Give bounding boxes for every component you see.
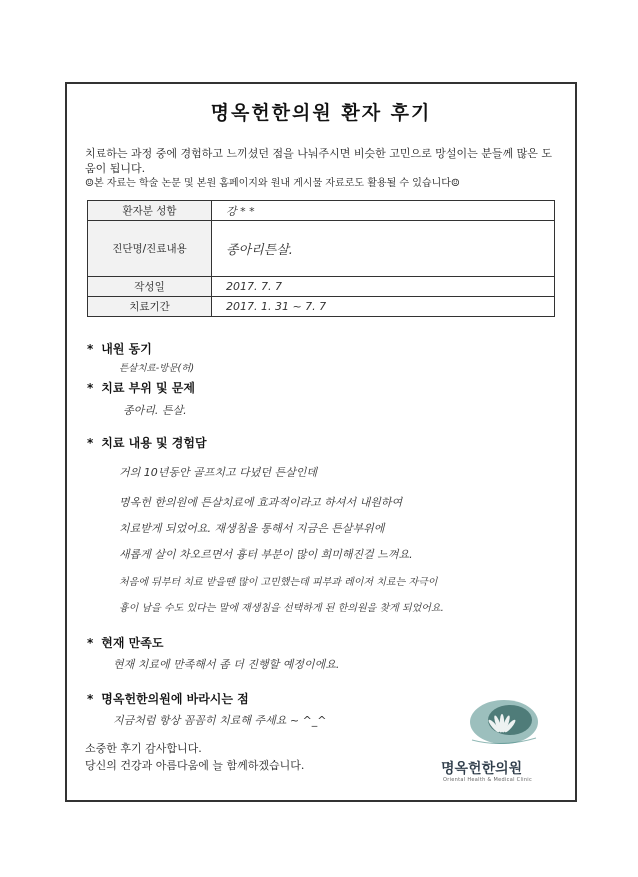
star-bullet-icon: * [87, 342, 94, 356]
date-value: 2017. 7. 7 [212, 277, 555, 297]
intro-text: 치료하는 과정 중에 경험하고 느끼셨던 점을 나눠주시면 비슷한 고민으로 망설이는 분들께 많은 도움이 됩니다. [85, 147, 552, 175]
area-answer: 종아리. 튼살. [123, 404, 187, 417]
experience-line: 처음에 뒤부터 치료 받을땐 많이 고민했는데 피부과 레이저 치료는 자극이 [119, 577, 438, 588]
closing-message [85, 740, 304, 774]
closing-line: 당신의 건강과 아름다움에 늘 함께하겠습니다. [85, 759, 305, 772]
form-title: 명옥헌한의원 환자 후기 [210, 102, 432, 124]
diagnosis-label: 진단명/진료내용 [88, 221, 212, 277]
section-wishes-heading: * 명옥헌한의원에 바라시는 점 [87, 692, 249, 706]
clinic-logo-subtitle: Oriental Health & Medical Clinic [443, 777, 533, 783]
experience-line: 흉이 남을 수도 있다는 말에 재생침을 선택하게 된 한의원을 찾게 되었어요. [119, 603, 444, 614]
star-bullet-icon: * [87, 381, 94, 395]
table-row [88, 221, 555, 277]
star-bullet-icon: * [87, 636, 94, 650]
diagnosis-value: 종아리튼살. [212, 221, 555, 277]
name-label: 환자분 성함 [88, 201, 212, 221]
table-row [88, 297, 555, 317]
intro-text-block [85, 146, 560, 191]
section-area-heading: * 치료 부위 및 문제 [87, 381, 195, 395]
experience-line: 거의 10년동안 골프치고 다녔던 튼살인데 [119, 466, 317, 479]
star-bullet-icon: * [87, 692, 94, 706]
clinic-logo-name: 명옥헌한의원 [441, 761, 523, 777]
date-label: 작성일 [88, 277, 212, 297]
section-experience-heading: * 치료 내용 및 경험담 [87, 436, 207, 450]
experience-line: 치료받게 되었어요. 재생침을 통해서 지금은 튼살부위에 [119, 522, 385, 535]
section-satisfaction-heading: * 현재 만족도 [87, 636, 164, 650]
experience-line: 새롭게 살이 차오르면서 흉터 부분이 많이 희미해진걸 느껴요. [119, 548, 413, 561]
star-bullet-icon: * [87, 436, 94, 450]
closing-line: 소중한 후기 감사합니다. [85, 742, 202, 755]
wishes-answer: 지금처럼 항상 꼼꼼히 치료해 주세요 ~ ^_^ [113, 714, 327, 727]
intro-note: ☺본 자료는 학술 논문 및 본원 홈페이지와 원내 게시물 자료로도 활용될 수 있습니다☺ [85, 178, 460, 189]
period-value: 2017. 1. 31 ~ 7. 7 [212, 297, 555, 317]
table-row [88, 277, 555, 297]
section-motive-heading: * 내원 동기 [87, 342, 152, 356]
period-label: 치료기간 [88, 297, 212, 317]
table-row [88, 201, 555, 221]
satisfaction-answer: 현재 치료에 만족해서 좀 더 진행할 예정이에요. [113, 658, 340, 671]
patient-info-table [87, 200, 555, 317]
experience-line: 명옥헌 한의원에 튼살치료에 효과적이라고 하셔서 내원하여 [119, 496, 403, 509]
name-value: 강 * * [212, 201, 555, 221]
motive-answer: 튼살치료-방문(허) [119, 363, 195, 374]
review-form [65, 82, 577, 802]
